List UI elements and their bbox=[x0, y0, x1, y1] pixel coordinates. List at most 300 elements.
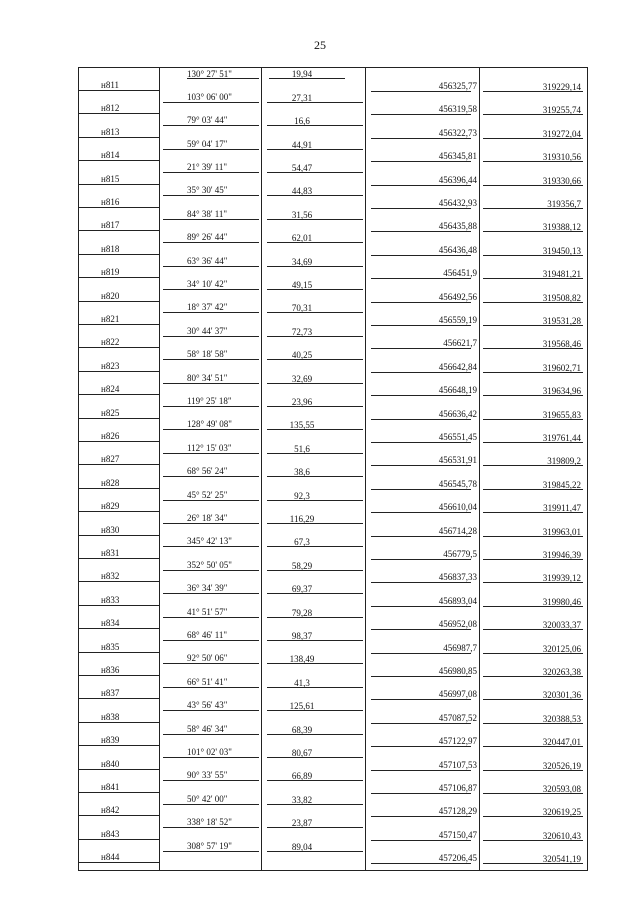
segment-angle: 50° 42' 00" bbox=[187, 793, 228, 804]
segment-underline bbox=[163, 289, 259, 290]
segment-angle: 35° 30' 45" bbox=[187, 185, 228, 196]
point-label: н840 bbox=[101, 758, 120, 769]
value-underline bbox=[483, 419, 583, 420]
segment-underline bbox=[267, 593, 363, 594]
y-coordinate: 319508,82 bbox=[542, 292, 581, 303]
segment-distance: 138,49 bbox=[289, 654, 315, 665]
segment-distance: 80,67 bbox=[291, 747, 313, 758]
segment-distance: 40,25 bbox=[291, 350, 313, 361]
segment-distance: 16,6 bbox=[294, 116, 310, 127]
row-divider bbox=[79, 441, 159, 442]
segment-underline bbox=[267, 570, 363, 571]
segment-underline bbox=[163, 172, 259, 173]
row-divider bbox=[79, 230, 159, 231]
y-coordinate: 320526,19 bbox=[542, 760, 581, 771]
segment-distance: 54,47 bbox=[291, 162, 313, 173]
x-coordinate: 456893,04 bbox=[438, 595, 477, 606]
segment-underline bbox=[163, 663, 259, 664]
x-coordinate: 457087,52 bbox=[438, 712, 477, 723]
row-divider bbox=[79, 113, 159, 114]
segment-underline bbox=[163, 523, 259, 524]
segment-underline bbox=[267, 125, 363, 126]
segment-distance: 23,87 bbox=[291, 818, 313, 829]
value-underline bbox=[371, 395, 471, 396]
y-coordinate: 319310,56 bbox=[542, 152, 581, 163]
row-divider bbox=[79, 792, 159, 793]
point-label: н821 bbox=[101, 314, 120, 324]
segment-underline bbox=[267, 219, 363, 220]
segment-underline bbox=[163, 710, 259, 711]
segment-distance: 23,96 bbox=[291, 396, 313, 407]
y-coordinate: 320125,06 bbox=[542, 643, 581, 654]
y-coordinate: 319255,74 bbox=[542, 105, 581, 116]
point-label: н825 bbox=[101, 407, 120, 418]
segment-underline bbox=[163, 687, 259, 688]
row-divider bbox=[79, 745, 159, 746]
x-coordinate: 456531,91 bbox=[438, 455, 477, 466]
point-label: н843 bbox=[101, 828, 120, 839]
y-coordinate: 320593,08 bbox=[542, 784, 581, 794]
segment-angle: 45° 52' 25" bbox=[187, 489, 228, 500]
value-underline bbox=[371, 793, 471, 794]
value-underline bbox=[483, 161, 583, 162]
x-coordinate: 456987,7 bbox=[443, 642, 477, 653]
row-divider bbox=[79, 558, 159, 559]
value-underline bbox=[371, 208, 471, 209]
segment-distance: 51,6 bbox=[294, 443, 310, 454]
value-underline bbox=[371, 840, 471, 841]
y-coordinate: 320263,38 bbox=[542, 667, 581, 677]
underline bbox=[187, 78, 259, 79]
segment-angle: 43° 56' 43" bbox=[187, 700, 228, 711]
row-divider bbox=[79, 90, 159, 91]
value-underline bbox=[483, 185, 583, 186]
y-coordinate: 319845,22 bbox=[542, 479, 581, 490]
segment-angle: 119° 25' 18" bbox=[187, 395, 232, 406]
value-underline bbox=[371, 114, 471, 115]
point-label: н828 bbox=[101, 477, 120, 488]
point-label: н838 bbox=[101, 711, 120, 722]
row-divider bbox=[79, 160, 159, 161]
value-underline bbox=[483, 699, 583, 700]
row-divider bbox=[79, 511, 159, 512]
y-coordinate: 319531,28 bbox=[542, 316, 581, 326]
point-label: н835 bbox=[101, 641, 120, 652]
x-coordinate: 456325,77 bbox=[438, 81, 477, 91]
x-coordinate: 456648,19 bbox=[438, 385, 477, 396]
row-divider bbox=[79, 371, 159, 372]
segment-underline bbox=[267, 102, 363, 103]
segment-distance: 62,01 bbox=[291, 233, 313, 244]
value-underline bbox=[371, 372, 471, 373]
value-underline bbox=[371, 91, 471, 92]
segment-distance: 44,83 bbox=[291, 186, 313, 197]
value-underline bbox=[371, 185, 471, 186]
x-coordinate: 456492,56 bbox=[438, 291, 477, 302]
x-coordinate: 456642,84 bbox=[438, 361, 477, 372]
segment-underline bbox=[267, 266, 363, 267]
x-coordinate: 456837,33 bbox=[438, 572, 477, 583]
y-coordinate: 320033,37 bbox=[542, 620, 581, 631]
row-divider bbox=[79, 418, 159, 419]
segment-underline bbox=[267, 242, 363, 243]
x-coordinate: 456952,08 bbox=[438, 619, 477, 630]
segment-underline bbox=[163, 406, 259, 407]
segment-underline bbox=[267, 804, 363, 805]
segment-underline bbox=[163, 804, 259, 805]
segment-underline bbox=[163, 149, 259, 150]
value-underline bbox=[483, 653, 583, 654]
point-label: н842 bbox=[101, 805, 120, 816]
y-coordinate: 319809,2 bbox=[547, 456, 581, 467]
row-divider bbox=[79, 652, 159, 653]
segment-angle: 68° 46' 11" bbox=[187, 629, 228, 640]
value-underline bbox=[483, 278, 583, 279]
segment-underline bbox=[267, 546, 363, 547]
point-label: н811 bbox=[101, 80, 119, 90]
value-underline bbox=[371, 536, 471, 537]
value-underline bbox=[483, 231, 583, 232]
value-underline bbox=[371, 746, 471, 747]
column-divider bbox=[261, 68, 262, 870]
x-coordinate: 456559,19 bbox=[438, 315, 477, 325]
segment-underline bbox=[163, 546, 259, 547]
segment-distance: 32,69 bbox=[291, 373, 313, 384]
segment-angle: 66° 51' 41" bbox=[187, 676, 228, 687]
segment-underline bbox=[267, 336, 363, 337]
y-coordinate: 319388,12 bbox=[542, 222, 581, 233]
x-coordinate: 456432,93 bbox=[438, 198, 477, 208]
value-underline bbox=[483, 559, 583, 560]
value-underline bbox=[371, 699, 471, 700]
value-underline bbox=[483, 816, 583, 817]
segment-underline bbox=[267, 523, 363, 524]
segment-underline bbox=[163, 500, 259, 501]
x-coordinate: 456322,73 bbox=[438, 127, 477, 138]
coordinates-table bbox=[78, 67, 588, 871]
x-coordinate: 457107,53 bbox=[438, 759, 477, 770]
y-coordinate: 320301,36 bbox=[542, 690, 581, 701]
segment-distance: 68,39 bbox=[291, 724, 313, 735]
point-label: н829 bbox=[101, 501, 120, 512]
point-label: н826 bbox=[101, 431, 120, 441]
segment-underline bbox=[267, 710, 363, 711]
segment-angle: 79° 03' 44" bbox=[187, 115, 228, 126]
segment-angle: 18° 37' 42" bbox=[187, 302, 228, 313]
segment-angle: 26° 18' 34" bbox=[187, 512, 228, 523]
row-divider bbox=[79, 207, 159, 208]
segment-angle: 130° 27' 51" bbox=[187, 69, 232, 79]
y-coordinate: 320619,25 bbox=[542, 807, 581, 818]
value-underline bbox=[371, 489, 471, 490]
value-underline bbox=[371, 161, 471, 162]
segment-angle: 30° 44' 37" bbox=[187, 325, 228, 336]
point-label: н833 bbox=[101, 594, 120, 605]
segment-angle: 68° 56' 24" bbox=[187, 466, 228, 477]
value-underline bbox=[371, 231, 471, 232]
value-underline bbox=[483, 723, 583, 724]
value-underline bbox=[371, 559, 471, 560]
segment-underline bbox=[163, 570, 259, 571]
point-label: н832 bbox=[101, 571, 120, 582]
segment-underline bbox=[163, 125, 259, 126]
segment-underline bbox=[163, 617, 259, 618]
row-divider bbox=[79, 675, 159, 676]
segment-distance: 67,3 bbox=[294, 537, 310, 548]
point-label: н820 bbox=[101, 290, 120, 301]
column-divider bbox=[159, 68, 160, 870]
value-underline bbox=[371, 302, 471, 303]
point-label: н823 bbox=[101, 360, 120, 371]
row-divider bbox=[79, 184, 159, 185]
value-underline bbox=[483, 582, 583, 583]
segment-underline bbox=[267, 383, 363, 384]
y-coordinate: 319272,04 bbox=[542, 128, 581, 139]
segment-underline bbox=[267, 312, 363, 313]
value-underline bbox=[371, 419, 471, 420]
x-coordinate: 456610,04 bbox=[438, 502, 477, 513]
segment-underline bbox=[163, 336, 259, 337]
row-divider bbox=[79, 605, 159, 606]
value-underline bbox=[371, 442, 471, 443]
row-divider bbox=[79, 862, 159, 863]
x-coordinate: 456451,9 bbox=[443, 268, 477, 279]
segment-underline bbox=[163, 734, 259, 735]
y-coordinate: 320447,01 bbox=[542, 737, 581, 748]
row-divider bbox=[79, 722, 159, 723]
segment-angle: 338° 18' 52" bbox=[187, 817, 232, 828]
segment-distance: 33,82 bbox=[291, 794, 313, 805]
point-label: н836 bbox=[101, 665, 120, 675]
point-label: н815 bbox=[101, 173, 120, 184]
column-divider bbox=[365, 68, 366, 870]
value-underline bbox=[483, 676, 583, 677]
y-coordinate: 320610,43 bbox=[542, 830, 581, 841]
segment-angle: 21° 39' 11" bbox=[187, 161, 228, 172]
segment-angle: 308° 57' 19" bbox=[187, 840, 232, 851]
segment-underline bbox=[267, 453, 363, 454]
segment-angle: 41° 51' 57" bbox=[187, 606, 228, 617]
x-coordinate: 456714,28 bbox=[438, 525, 477, 536]
row-divider bbox=[79, 277, 159, 278]
segment-distance: 79,28 bbox=[291, 607, 313, 618]
point-label: н831 bbox=[101, 548, 120, 558]
point-label: н813 bbox=[101, 126, 120, 137]
segment-distance: 69,37 bbox=[291, 584, 313, 595]
value-underline bbox=[371, 325, 471, 326]
segment-distance: 58,29 bbox=[291, 560, 313, 571]
value-underline bbox=[371, 676, 471, 677]
page-number: 25 bbox=[314, 38, 326, 52]
value-underline bbox=[483, 793, 583, 794]
point-label: н837 bbox=[101, 688, 120, 699]
y-coordinate: 319761,44 bbox=[542, 433, 581, 443]
x-coordinate: 456621,7 bbox=[443, 338, 477, 349]
row-divider bbox=[79, 535, 159, 536]
row-divider bbox=[79, 301, 159, 302]
segment-underline bbox=[267, 617, 363, 618]
segment-underline bbox=[267, 851, 363, 852]
value-underline bbox=[483, 348, 583, 349]
value-underline bbox=[483, 629, 583, 630]
point-label: н817 bbox=[101, 220, 120, 231]
segment-distance: 34,69 bbox=[291, 256, 313, 267]
segment-underline bbox=[267, 500, 363, 501]
x-coordinate: 457150,47 bbox=[438, 829, 477, 840]
value-underline bbox=[483, 91, 583, 92]
row-divider bbox=[79, 488, 159, 489]
value-underline bbox=[371, 138, 471, 139]
value-underline bbox=[483, 395, 583, 396]
segment-underline bbox=[163, 757, 259, 758]
x-coordinate: 456435,88 bbox=[438, 221, 477, 232]
point-label: н827 bbox=[101, 454, 120, 465]
row-divider bbox=[79, 324, 159, 325]
value-underline bbox=[371, 863, 471, 864]
segment-underline bbox=[267, 640, 363, 641]
row-divider bbox=[79, 698, 159, 699]
value-underline bbox=[483, 746, 583, 747]
y-coordinate: 319980,46 bbox=[542, 596, 581, 607]
segment-distance: 49,15 bbox=[291, 279, 313, 290]
value-underline bbox=[483, 512, 583, 513]
segment-underline bbox=[267, 289, 363, 290]
value-underline bbox=[483, 465, 583, 466]
segment-underline bbox=[163, 242, 259, 243]
value-underline bbox=[483, 255, 583, 256]
point-label: н812 bbox=[101, 103, 120, 114]
y-coordinate: 319356,7 bbox=[547, 199, 581, 209]
x-coordinate: 457106,87 bbox=[438, 783, 477, 793]
x-coordinate: 456319,58 bbox=[438, 104, 477, 115]
point-label: н824 bbox=[101, 384, 120, 395]
segment-angle: 101° 02' 03" bbox=[187, 746, 232, 757]
segment-underline bbox=[267, 476, 363, 477]
y-coordinate: 319602,71 bbox=[542, 362, 581, 373]
row-divider bbox=[79, 254, 159, 255]
y-coordinate: 319330,66 bbox=[542, 175, 581, 186]
value-underline bbox=[371, 816, 471, 817]
value-underline bbox=[483, 770, 583, 771]
y-coordinate: 319655,83 bbox=[542, 409, 581, 420]
value-underline bbox=[483, 489, 583, 490]
segment-distance: 41,3 bbox=[294, 677, 310, 688]
point-label: н819 bbox=[101, 267, 120, 278]
y-coordinate: 319229,14 bbox=[542, 82, 581, 92]
segment-underline bbox=[267, 429, 363, 430]
value-underline bbox=[371, 629, 471, 630]
x-coordinate: 457122,97 bbox=[438, 736, 477, 747]
segment-angle: 63° 36' 44" bbox=[187, 255, 228, 266]
segment-angle: 352° 50' 05" bbox=[187, 559, 232, 570]
value-underline bbox=[483, 372, 583, 373]
row-divider bbox=[79, 347, 159, 348]
y-coordinate: 319911,47 bbox=[543, 503, 581, 514]
segment-underline bbox=[267, 827, 363, 828]
segment-angle: 103° 06' 00" bbox=[187, 91, 232, 102]
x-coordinate: 456396,44 bbox=[438, 174, 477, 185]
segment-underline bbox=[163, 827, 259, 828]
segment-angle: 59° 04' 17" bbox=[187, 138, 228, 149]
segment-angle: 90° 33' 55" bbox=[187, 770, 228, 781]
value-underline bbox=[483, 114, 583, 115]
segment-underline bbox=[163, 780, 259, 781]
value-underline bbox=[371, 582, 471, 583]
segment-underline bbox=[267, 663, 363, 664]
value-underline bbox=[371, 255, 471, 256]
point-label: н844 bbox=[101, 852, 120, 863]
value-underline bbox=[371, 465, 471, 466]
segment-distance: 89,04 bbox=[291, 841, 313, 852]
row-divider bbox=[79, 769, 159, 770]
segment-underline bbox=[267, 149, 363, 150]
value-underline bbox=[483, 840, 583, 841]
segment-underline bbox=[163, 453, 259, 454]
segment-angle: 112° 15' 03" bbox=[187, 442, 232, 453]
segment-underline bbox=[163, 266, 259, 267]
segment-underline bbox=[163, 593, 259, 594]
y-coordinate: 320541,19 bbox=[542, 854, 581, 865]
underline bbox=[269, 78, 345, 79]
segment-distance: 66,89 bbox=[291, 771, 313, 782]
segment-underline bbox=[267, 195, 363, 196]
value-underline bbox=[371, 278, 471, 279]
value-underline bbox=[483, 536, 583, 537]
segment-angle: 84° 38' 11" bbox=[187, 208, 228, 219]
column-divider bbox=[479, 68, 480, 870]
point-label: н841 bbox=[101, 782, 120, 792]
segment-distance: 38,6 bbox=[294, 467, 310, 478]
segment-underline bbox=[267, 757, 363, 758]
x-coordinate: 456779,5 bbox=[443, 549, 477, 559]
segment-underline bbox=[163, 383, 259, 384]
x-coordinate: 456997,08 bbox=[438, 689, 477, 700]
segment-underline bbox=[163, 429, 259, 430]
segment-angle: 80° 34' 51" bbox=[187, 372, 228, 383]
row-divider bbox=[79, 628, 159, 629]
x-coordinate: 456545,78 bbox=[438, 478, 477, 489]
segment-underline bbox=[163, 851, 259, 852]
value-underline bbox=[483, 302, 583, 303]
value-underline bbox=[483, 138, 583, 139]
segment-underline bbox=[267, 406, 363, 407]
segment-underline bbox=[267, 780, 363, 781]
row-divider bbox=[79, 839, 159, 840]
segment-underline bbox=[163, 312, 259, 313]
value-underline bbox=[371, 606, 471, 607]
segment-distance: 44,91 bbox=[291, 139, 313, 150]
x-coordinate: 457206,45 bbox=[438, 853, 477, 864]
point-label: н839 bbox=[101, 735, 120, 746]
y-coordinate: 319963,01 bbox=[542, 526, 581, 537]
segment-angle: 89° 26' 44" bbox=[187, 232, 228, 243]
row-divider bbox=[79, 137, 159, 138]
segment-underline bbox=[163, 102, 259, 103]
segment-angle: 345° 42' 13" bbox=[187, 536, 232, 547]
value-underline bbox=[371, 348, 471, 349]
segment-distance: 116,29 bbox=[289, 513, 315, 524]
segment-angle: 92° 50' 06" bbox=[187, 653, 228, 664]
point-label: н822 bbox=[101, 337, 120, 348]
point-label: н816 bbox=[101, 197, 120, 207]
segment-underline bbox=[163, 195, 259, 196]
segment-distance: 92,3 bbox=[294, 490, 310, 501]
y-coordinate: 319568,46 bbox=[542, 339, 581, 350]
value-underline bbox=[483, 442, 583, 443]
x-coordinate: 457128,29 bbox=[438, 806, 477, 817]
x-coordinate: 456345,81 bbox=[438, 151, 477, 162]
value-underline bbox=[371, 770, 471, 771]
